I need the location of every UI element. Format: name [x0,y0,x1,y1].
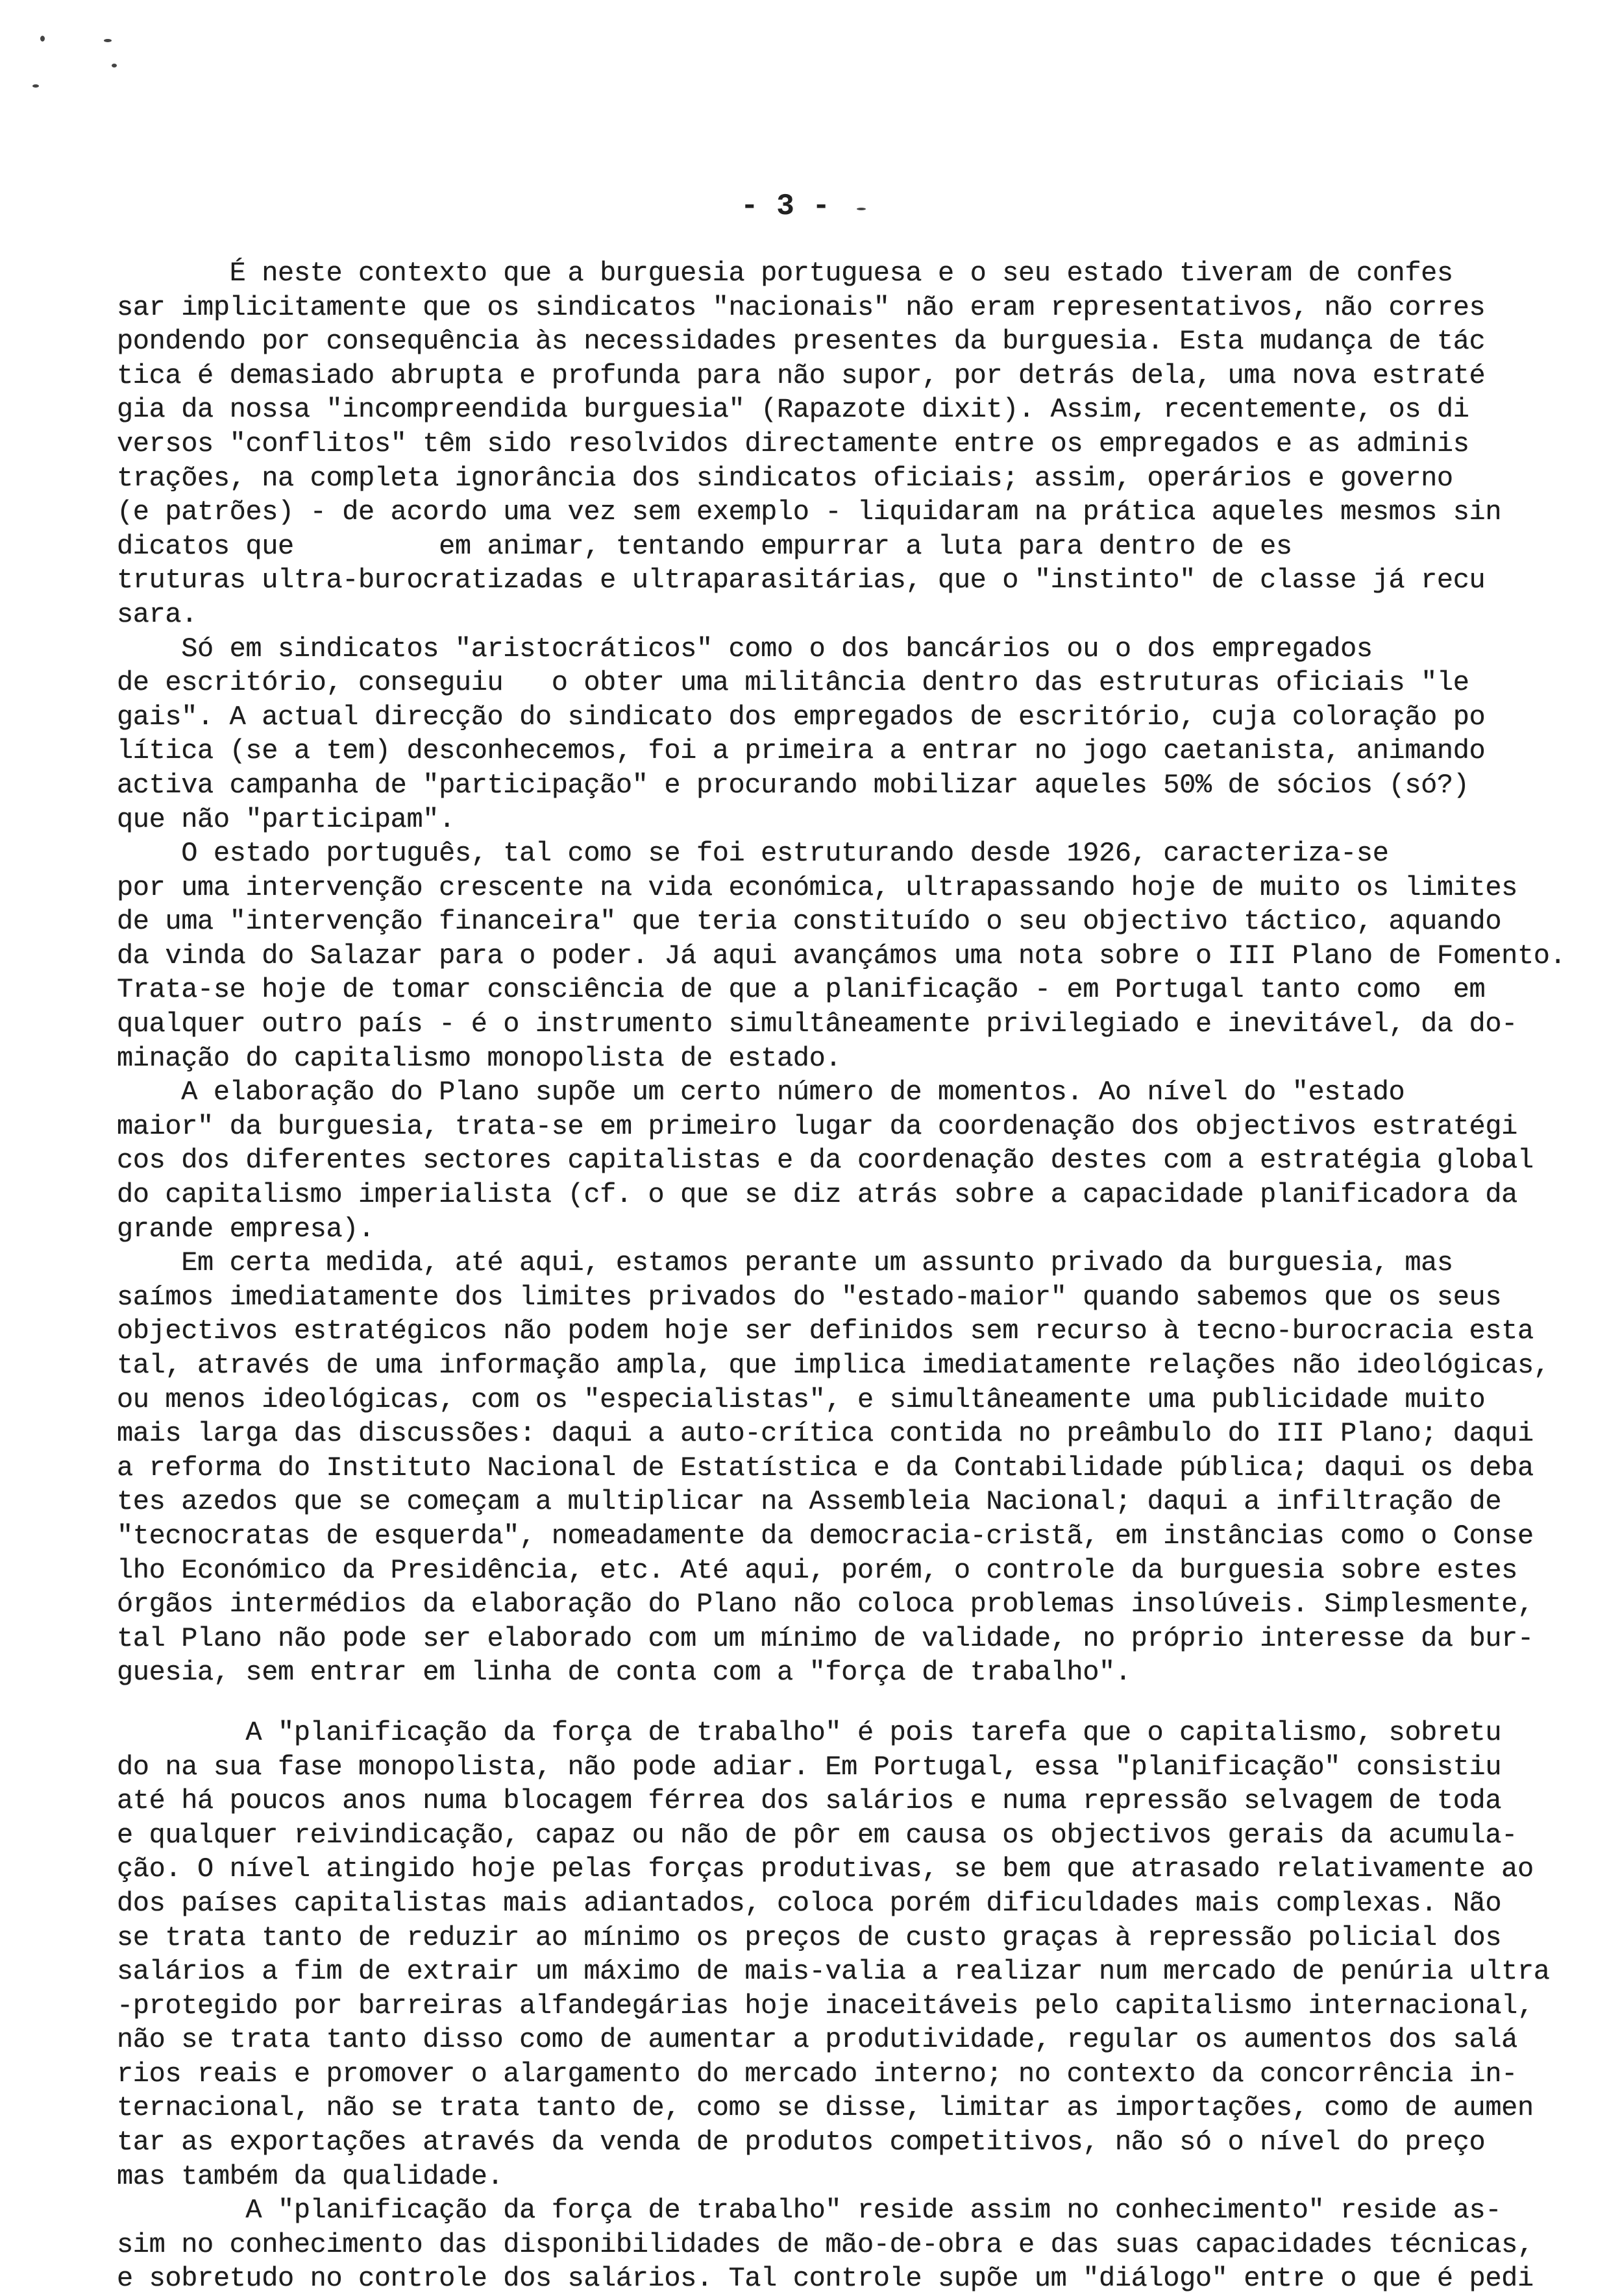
text-line: que não "participam". [117,803,455,835]
text-line: A "planificação da força de trabalho" é pois tarefa que o capitalismo, sobretu [117,1716,1502,1748]
text-line: se trata tanto de reduzir ao mínimo os preços de custo graças à repressão policial dos [117,1922,1502,1953]
text-line: ternacional, não se trata tanto de, como se disse, limitar as importações, como de aumen [117,2092,1534,2124]
paragraph [117,1075,1532,1246]
page-number: - 3 - [740,189,831,223]
text-line: minação do capitalismo monopolista de estado. [117,1042,842,1074]
text-line: grande empresa). [117,1213,374,1245]
text-line: versos "conflitos" têm sido resolvidos directamente entre os empregados e as adminis [117,428,1469,459]
text-line: O estado português, tal como se foi estruturando desde 1926, caracteriza-se [117,838,1389,870]
text-line: do capitalismo imperialista (cf. o que se diz atrás sobre a capacidade planificadora da [117,1179,1517,1211]
text-line: trações, na completa ignorância dos sindicatos oficiais; assim, operários e governo [117,462,1453,494]
text-line: Em certa medida, até aqui, estamos perante um assunto privado da burguesia, mas [117,1247,1453,1279]
text-line: ção. O nível atingido hoje pelas forças produtivas, se bem que atrasado relativamente ao [117,1853,1534,1885]
text-line: a reforma do Instituto Nacional de Estatística e da Contabilidade pública; daqui os deba [117,1452,1534,1484]
text-line: cos dos diferentes sectores capitalistas e da coordenação destes com a estratégia global [117,1145,1534,1177]
text-line: guesia, sem entrar em linha de conta com a "força de trabalho". [117,1657,1131,1689]
text-line: mais larga das discussões: daqui a auto-crítica contida no preâmbulo do III Plano; daqui [117,1418,1534,1450]
text-line: e sobretudo no controle dos salários. Tal controle supõe um "diálogo" entre o que é pedi [117,2263,1534,2295]
text-line: Só em sindicatos "aristocráticos" como o dos bancários ou o dos empregados [117,633,1373,665]
text-line: salários a fim de extrair um máximo de mais-valia a realizar num mercado de penúria ultra [117,1956,1550,1988]
ink-speck [104,39,112,42]
paragraph [117,837,1566,1075]
text-line: saímos imediatamente dos limites privados do "estado-maior" quando sabemos que os seus [117,1281,1502,1313]
text-line: não se trata tanto disso como de aumentar a produtividade, regular os aumentos dos salá [117,2024,1517,2056]
text-line: objectivos estratégicos não podem hoje ser definidos sem recurso à tecno-burocracia esta [117,1315,1534,1347]
text-line: sim no conhecimento das disponibilidades de mão-de-obra e das suas capacidades técnicas, [117,2229,1534,2260]
text-line: gia da nossa "incompreendida burguesia" (Rapazote dixit). Assim, recentemente, os di [117,394,1469,426]
text-line: de uma "intervenção financeira" que teria constituído o seu objectivo táctico, aquando [117,906,1502,938]
text-line: sar implicitamente que os sindicatos "nacionais" não eram representativos, não corres [117,291,1486,323]
text-line: gais". A actual direcção do sindicato dos empregados de escritório, cuja coloração po [117,701,1486,733]
text-line: rios reais e promover o alargamento do mercado interno; no contexto da concorrência in- [117,2058,1517,2090]
ink-speck [32,84,39,88]
text-line: da vinda do Salazar para o poder. Já aqui avançámos uma nota sobre o III Plano de Fomento. [117,940,1566,971]
text-line: activa campanha de "participação" e procurando mobilizar aqueles 50% de sócios (só?) [117,769,1469,801]
text-line: A "planificação da força de trabalho" reside assim no conhecimento" reside as- [117,2195,1502,2227]
text-line: qualquer outro país - é o instrumento simultâneamente privilegiado e inevitável, da do- [117,1008,1517,1040]
paragraph [117,632,1532,837]
text-line: e qualquer reivindicação, capaz ou não de pôr em causa os objectivos gerais da acumula- [117,1819,1517,1851]
text-line: órgãos intermédios da elaboração do Plano não coloca problemas insolúveis. Simplesmente, [117,1589,1534,1620]
paragraph-gap [117,1690,1532,1716]
text-line: de escritório, conseguiu o obter uma militância dentro das estruturas oficiais "le [117,667,1469,699]
paragraph [117,1246,1550,1690]
paragraph [117,256,1532,632]
text-line: truturas ultra-burocratizadas e ultraparasitárias, que o "instinto" de classe já recu [117,565,1486,596]
text-line: tica é demasiado abrupta e profunda para não supor, por detrás dela, uma nova estraté [117,360,1486,391]
text-line: do na sua fase monopolista, não pode adiar. Em Portugal, essa "planificação" consistiu [117,1751,1502,1783]
text-line: até há poucos anos numa blocagem férrea dos salários e numa repressão selvagem de toda [117,1785,1502,1817]
text-line: tal, através de uma informação ampla, que implica imediatamente relações não ideológicas, [117,1350,1550,1381]
text-line: "tecnocratas de esquerda", nomeadamente da democracia-cristã, em instâncias como o Conse [117,1520,1534,1552]
ink-speck [40,36,45,42]
text-line: maior" da burguesia, trata-se em primeiro lugar da coordenação dos objectivos estratégi [117,1110,1517,1142]
text-line: dicatos que em animar, tentando empurrar a luta para dentro de es [117,530,1292,562]
ink-speck [112,64,117,67]
text-line: ou menos ideológicas, com os "especialistas", e simultâneamente uma publicidade muito [117,1384,1486,1415]
text-line: mas também da qualidade. [117,2160,504,2192]
text-line: tes azedos que se começam a multiplicar na Assembleia Nacional; daqui a infiltração de [117,1486,1502,1518]
text-line: tar as exportações através da venda de produtos competitivos, não só o nível do preço [117,2127,1486,2158]
text-line: Trata-se hoje de tomar consciência de que a planificação - em Portugal tanto como em [117,974,1486,1006]
ink-speck [857,208,866,210]
text-line: dos países capitalistas mais adiantados, coloca porém dificuldades mais complexas. Não [117,1887,1502,1919]
text-line: A elaboração do Plano supõe um certo número de momentos. Ao nível do "estado [117,1077,1405,1108]
text-line: lho Económico da Presidência, etc. Até aqui, porém, o controle da burguesia sobre estes [117,1554,1517,1586]
text-line: sara. [117,598,198,630]
paragraph [117,1716,1550,2193]
text-line: (e patrões) - de acordo uma vez sem exemplo - liquidaram na prática aqueles mesmos sin [117,496,1502,528]
text-line: -protegido por barreiras alfandegárias hoje inaceitáveis pelo capitalismo internacional, [117,1990,1534,2021]
text-line: tal Plano não pode ser elaborado com um mínimo de validade, no próprio interesse da bur- [117,1622,1534,1654]
text-line: É neste contexto que a burguesia portuguesa e o seu estado tiveram de confes [117,258,1453,289]
paragraph [117,2193,1532,2296]
text-line: pondendo por consequência às necessidades presentes da burguesia. Esta mudança de tác [117,326,1486,358]
text-line: lítica (se a tem) desconhecemos, foi a primeira a entrar no jogo caetanista, animando [117,735,1486,767]
text-line: por uma intervenção crescente na vida económica, ultrapassando hoje de muito os limites [117,872,1517,903]
body-text [117,256,1566,2296]
